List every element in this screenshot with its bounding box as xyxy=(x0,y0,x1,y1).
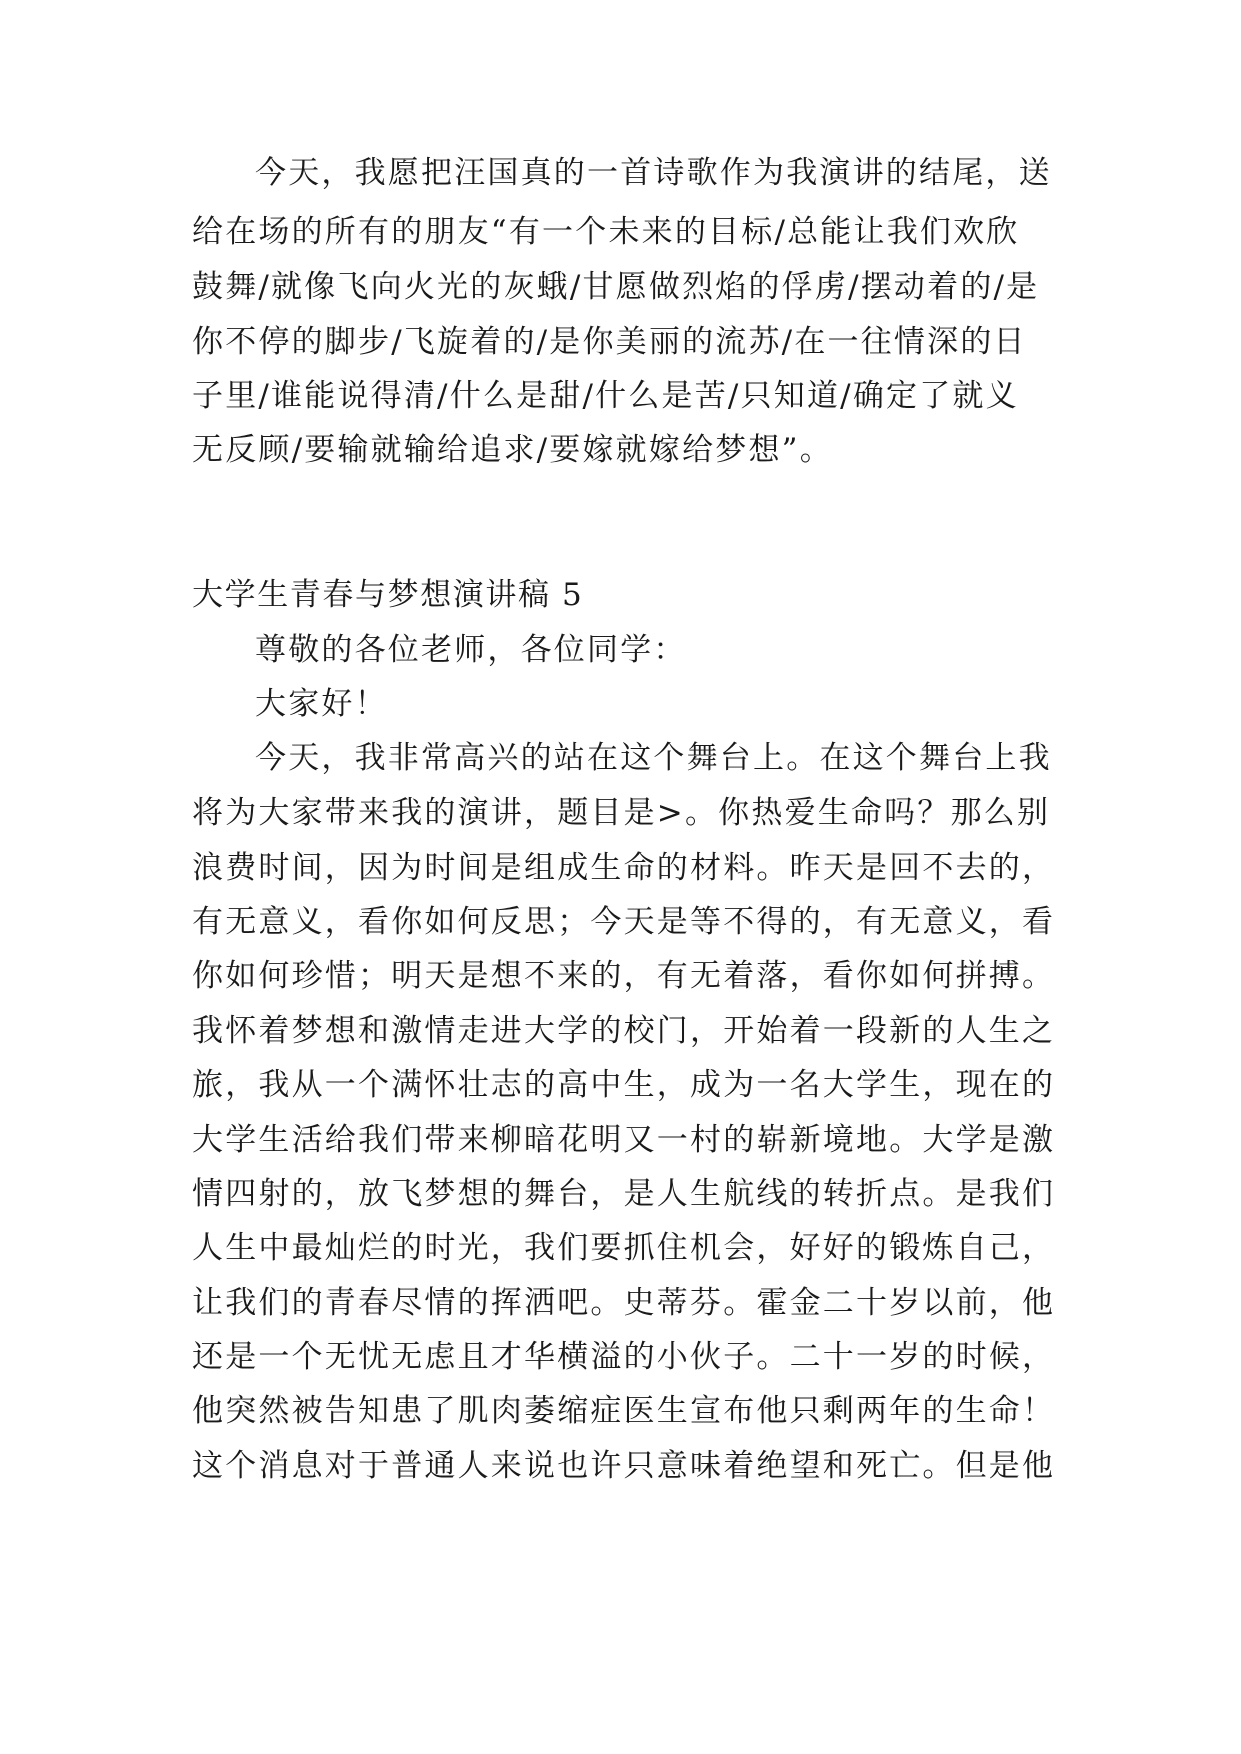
paragraph-line: 人生中最灿烂的时光，我们要抓住机会，好好的锻炼自己， xyxy=(192,1230,1056,1266)
paragraph-line: 今天，我愿把汪国真的一首诗歌作为我演讲的结尾，送 xyxy=(255,155,1052,191)
paragraph-line: 将为大家带来我的演讲，题目是>。你热爱生命吗？那么别 xyxy=(192,795,1051,831)
paragraph-line: 浪费时间，因为时间是组成生命的材料。昨天是回不去的， xyxy=(192,850,1056,886)
paragraph-line: 还是一个无忧无虑且才华横溢的小伙子。二十一岁的时候， xyxy=(192,1339,1056,1375)
paragraph-line: 这个消息对于普通人来说也许只意味着绝望和死亡。但是他 xyxy=(192,1448,1056,1484)
section-heading: 大学生青春与梦想演讲稿 5 xyxy=(192,577,584,613)
paragraph-line: 他突然被告知患了肌肉萎缩症医生宣布他只剩两年的生命！ xyxy=(192,1393,1056,1429)
greeting: 大家好！ xyxy=(255,686,388,722)
paragraph-line: 无反顾/要输就输给追求/要嫁就嫁给梦想”。 xyxy=(192,432,833,468)
paragraph-line: 大学生活给我们带来柳暗花明又一村的崭新境地。大学是激 xyxy=(192,1122,1056,1158)
paragraph-line: 子里/谁能说得清/什么是甜/什么是苦/只知道/确定了就义 xyxy=(192,378,1019,414)
paragraph-line: 我怀着梦想和激情走进大学的校门，开始着一段新的人生之 xyxy=(192,1013,1056,1049)
paragraph-line: 今天，我非常高兴的站在这个舞台上。在这个舞台上我 xyxy=(255,740,1052,776)
paragraph-line: 给在场的所有的朋友“有一个未来的目标/总能让我们欢欣 xyxy=(192,214,1020,250)
paragraph-line: 旅，我从一个满怀壮志的高中生，成为一名大学生，现在的 xyxy=(192,1067,1056,1103)
salutation: 尊敬的各位老师，各位同学： xyxy=(255,632,687,668)
paragraph-line: 你不停的脚步/飞旋着的/是你美丽的流苏/在一往情深的日 xyxy=(192,324,1027,360)
paragraph-line: 让我们的青春尽情的挥洒吧。史蒂芬。霍金二十岁以前，他 xyxy=(192,1285,1056,1321)
paragraph-line: 有无意义，看你如何反思；今天是等不得的，有无意义，看 xyxy=(192,904,1056,940)
paragraph-line: 鼓舞/就像飞向火光的灰蛾/甘愿做烈焰的俘虏/摆动着的/是 xyxy=(192,269,1040,305)
paragraph-line: 情四射的，放飞梦想的舞台，是人生航线的转折点。是我们 xyxy=(192,1176,1056,1212)
paragraph-line: 你如何珍惜；明天是想不来的，有无着落，看你如何拼搏。 xyxy=(192,958,1056,994)
